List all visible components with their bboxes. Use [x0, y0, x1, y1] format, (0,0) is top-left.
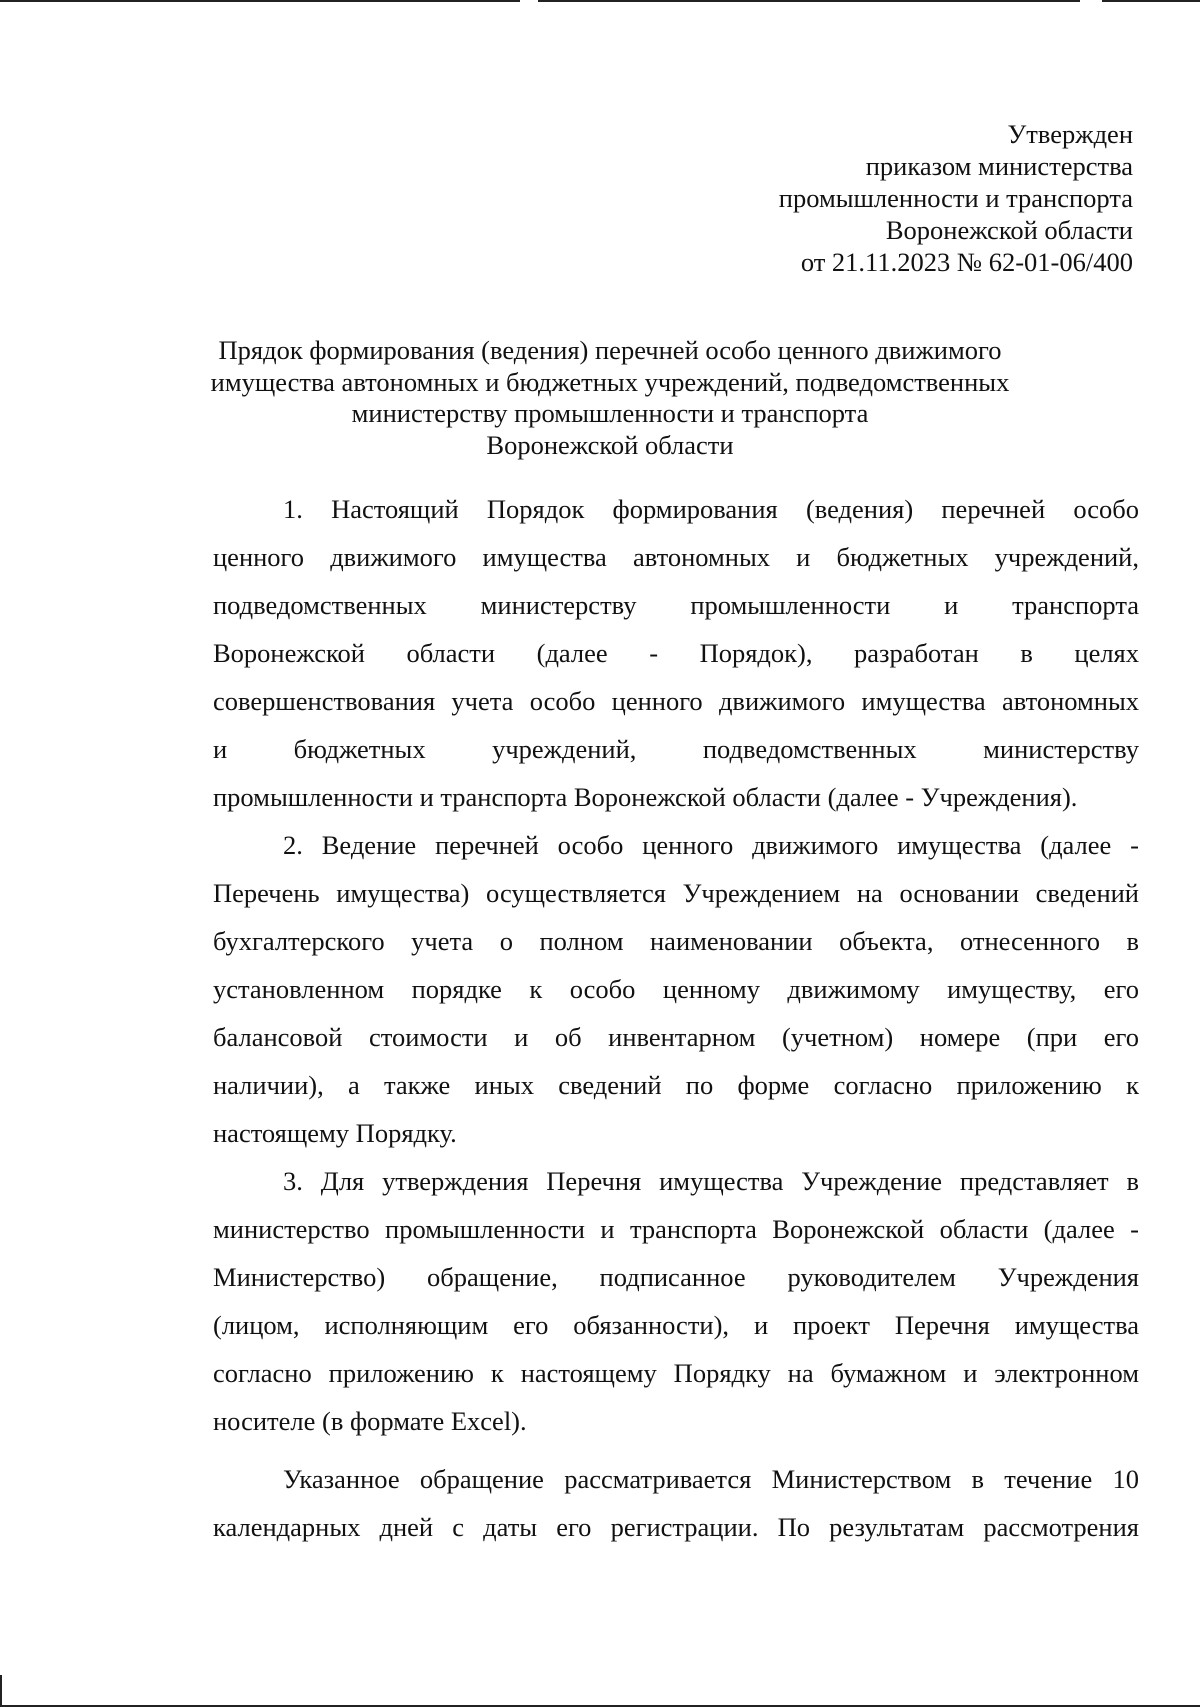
- paragraph-1-line: совершенствования учета особо ценного движимого имущества автономных: [213, 686, 1139, 716]
- paragraph-4-line: Указанное обращение рассматривается Министерством в течение 10: [283, 1464, 1139, 1494]
- paragraph-2-line: установленном порядке к особо ценному движимому имуществу, его: [213, 974, 1139, 1004]
- approval-line: Утвержден: [1007, 119, 1133, 149]
- title-line: Воронежской области: [486, 429, 734, 460]
- paragraph-3-line: (лицом, исполняющим его обязанности), и проект Перечня имущества: [213, 1310, 1139, 1340]
- paragraph-2-line: бухгалтерского учета о полном наименовании объекта, отнесенного в: [213, 926, 1139, 956]
- scan-border-gap: [520, 0, 538, 3]
- paragraph-3-line: 3. Для утверждения Перечня имущества Учреждение представляет в: [283, 1166, 1139, 1196]
- approval-line: приказом министерства: [865, 151, 1133, 181]
- paragraph-2-line: настоящему Порядку.: [213, 1118, 457, 1148]
- paragraph-1-line: Воронежской области (далее - Порядок), разработан в целях: [213, 638, 1139, 668]
- paragraph-1-line: 1. Настоящий Порядок формирования (ведения) перечней особо: [283, 494, 1139, 524]
- approval-block: [779, 118, 1133, 278]
- paragraph-1-line: и бюджетных учреждений, подведомственных министерству: [213, 734, 1139, 764]
- paragraph-3-line: министерство промышленности и транспорта Воронежской области (далее -: [213, 1214, 1139, 1244]
- scan-border-left: [0, 1675, 2, 1707]
- paragraph-3-line: согласно приложению к настоящему Порядку на бумажном и электронном: [213, 1358, 1139, 1388]
- paragraph-2-line: 2. Ведение перечней особо ценного движимого имущества (далее -: [283, 830, 1139, 860]
- paragraph-1-line: ценного движимого имущества автономных и бюджетных учреждений,: [213, 542, 1139, 572]
- paragraph-1-line: промышленности и транспорта Воронежской области (далее - Учреждения).: [213, 782, 1078, 812]
- document-title: [140, 335, 1080, 461]
- approval-line: от 21.11.2023 № 62-01-06/400: [800, 247, 1133, 277]
- title-line: имущества автономных и бюджетных учреждений, подведомственных: [210, 366, 1010, 397]
- paragraph-3-line: Министерство) обращение, подписанное руководителем Учреждения: [213, 1262, 1139, 1292]
- paragraph-1-line: подведомственных министерству промышленности и транспорта: [213, 590, 1139, 620]
- scan-border-top: [0, 0, 1200, 2]
- title-line: Прядок формирования (ведения) перечней особо ценного движимого: [218, 335, 1002, 365]
- paragraph-2-line: балансовой стоимости и об инвентарном (учетном) номере (при его: [213, 1022, 1139, 1052]
- paragraph-3-line: носителе (в формате Excel).: [213, 1406, 527, 1436]
- paragraph-2-line: наличии), а также иных сведений по форме согласно приложению к: [213, 1070, 1139, 1100]
- scan-border-gap: [1080, 0, 1102, 3]
- approval-line: Воронежской области: [885, 215, 1133, 245]
- paragraph-4-line: календарных дней с даты его регистрации. По результатам рассмотрения: [213, 1512, 1139, 1542]
- approval-line: промышленности и транспорта: [778, 183, 1133, 213]
- title-line: министерству промышленности и транспорта: [351, 398, 869, 428]
- paragraph-2-line: Перечень имущества) осуществляется Учреждением на основании сведений: [213, 878, 1139, 908]
